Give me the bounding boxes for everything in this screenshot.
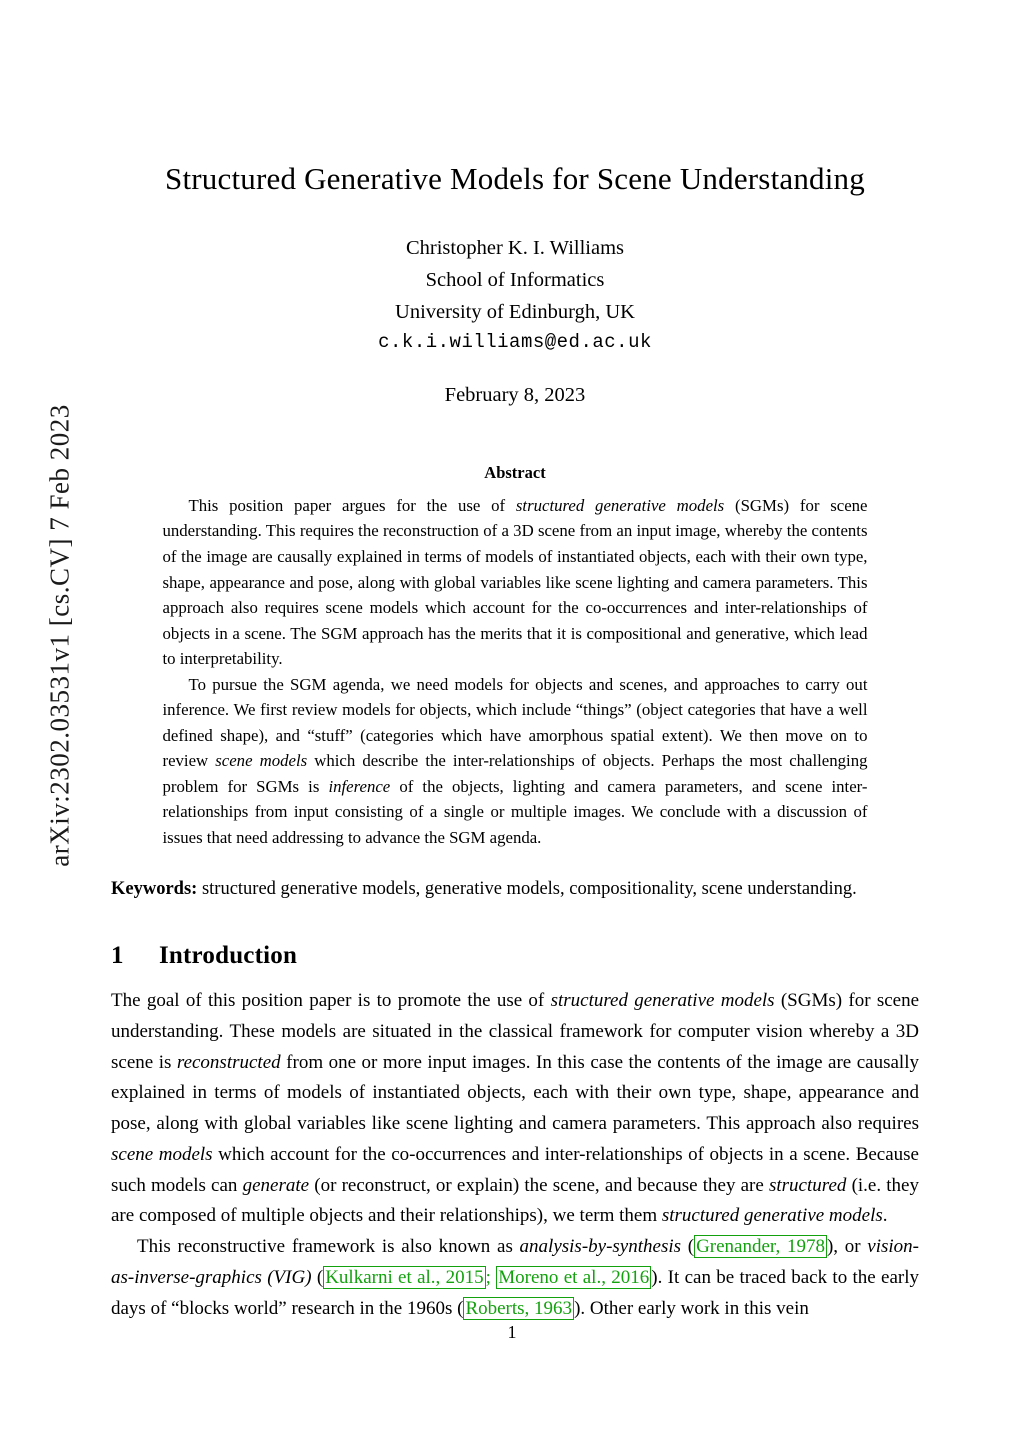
- publication-date: February 8, 2023: [444, 383, 586, 406]
- abstract-body: [163, 493, 868, 850]
- abstract-p2-part2: which describe the inter-relationships of objects. Perhaps the most challenging problem for SGMs is: [162, 751, 868, 796]
- page-title: Structured Generative Models for Scene Understanding: [165, 161, 865, 196]
- intro-p1-emph4: generate: [242, 1174, 310, 1196]
- intro-p1-emph6: structured generative models: [661, 1205, 883, 1227]
- keywords-line: [111, 876, 919, 904]
- arxiv-stamp: arXiv:2302.03531v1 [cs.CV] 7 Feb 2023: [44, 404, 75, 867]
- intro-p1-part7: .: [882, 1205, 888, 1227]
- page-number: 1: [507, 1322, 517, 1342]
- introduction-body: [111, 986, 919, 1324]
- intro-p1-emph2: reconstructed: [176, 1051, 281, 1073]
- abstract-p2-part1: To pursue the SGM agenda, we need models for objects and scenes, and approaches to carry out inference. We first review models for objects, which include “things” (object categories that have a well defined shape), and “stuff” (categories which have amorphous spatial extent). We then move on to review: [162, 674, 868, 771]
- abstract-paragraph-2: [163, 672, 868, 851]
- intro-p2-emph1: analysis-by-synthesis: [519, 1236, 682, 1258]
- affiliation-line-2: University of Edinburgh, UK: [395, 300, 635, 323]
- intro-p1-part1: The goal of this position paper is to promote the use of: [111, 990, 551, 1012]
- citation-kulkarni-2015[interactable]: Kulkarni et al., 2015: [325, 1267, 484, 1288]
- intro-p1-part4: which account for the co-occurrences and inter-relationships of objects in a scene. Because such models can: [111, 1143, 919, 1196]
- author-name: Christopher K. I. Williams: [405, 237, 624, 260]
- section-heading-introduction: [111, 942, 919, 970]
- affiliation-line-1: School of Informatics: [425, 268, 605, 291]
- intro-p2-part5: ). It can be traced back to the early days of “blocks world” research in the 1960s (: [111, 1267, 920, 1319]
- intro-p1-emph5: structured: [768, 1174, 847, 1196]
- citation-moreno-2016[interactable]: Moreno et al., 2016: [498, 1267, 650, 1288]
- intro-p2-emph2: vision-as-inverse-graphics (VIG): [111, 1236, 919, 1288]
- intro-p2-semicolon: ;: [485, 1267, 497, 1288]
- abstract-p1-part2: (SGMs) for scene understanding. This requires the reconstruction of a 3D scene from an input image, whereby the contents of the image are causally explained in terms of models of instantiated objects, each with their own type, shape, appearance and pose, along with global variables like scene lighting and camera parameters. This approach also requires scene models which account for the co-occurrences and inter-relationships of objects in a scene. The SGM approach has the merits that it is compositional and generative, which lead to interpretability.: [162, 495, 868, 669]
- intro-p1-part2: (SGMs) for scene understanding. These models are situated in the classical framework for computer vision whereby a 3D scene is: [111, 990, 920, 1073]
- paper-content: [111, 0, 919, 1325]
- citation-roberts-1963[interactable]: Roberts, 1963: [465, 1297, 573, 1319]
- abstract-paragraph-1: [163, 493, 868, 672]
- abstract-heading: Abstract: [484, 462, 546, 482]
- intro-p2-part4: (: [311, 1267, 324, 1288]
- section-number: 1: [111, 942, 124, 970]
- intro-p2-part2: (: [681, 1236, 695, 1258]
- intro-p2-part1: This reconstructive framework is also known as: [137, 1236, 520, 1258]
- intro-p1-emph3: scene models: [111, 1143, 213, 1165]
- intro-p1-emph1: structured generative models: [550, 990, 775, 1012]
- author-block: [111, 233, 919, 358]
- keywords-label: Keywords:: [111, 879, 198, 900]
- intro-p1-part6: (i.e. they are composed of multiple objects and their relationships), we term them: [111, 1174, 919, 1227]
- keywords-value: structured generative models, generative models, compositionality, scene understanding.: [197, 879, 857, 900]
- section-title: Introduction: [159, 942, 298, 970]
- intro-p2-part3: ), or: [826, 1236, 868, 1258]
- abstract-p2-emph1: scene models: [215, 751, 308, 771]
- intro-paragraph-2: [111, 1232, 919, 1324]
- intro-p2-part6: ). Other early work in this vein: [574, 1297, 809, 1319]
- author-email: c.k.i.williams@ed.ac.uk: [378, 331, 652, 354]
- abstract-p1-part1: This position paper argues for the use of: [188, 495, 516, 515]
- intro-paragraph-1: [111, 986, 919, 1232]
- citation-grenander-1978[interactable]: Grenander, 1978: [696, 1236, 825, 1258]
- abstract-p2-emph2: inference: [328, 776, 391, 796]
- intro-p1-part3: from one or more input images. In this case the contents of the image are causally explained in terms of models of instantiated objects, each with their own type, shape, appearance and pose, along with global variables like scene lighting and camera parameters. This approach also requires: [111, 1051, 919, 1135]
- intro-p1-part5: (or reconstruct, or explain) the scene, and because they are: [309, 1174, 769, 1196]
- abstract-p2-part3: of the objects, lighting and camera parameters, and scene inter-relationships from input consisting of a single or multiple images. We conclude with a discussion of issues that need addressing to advance the SGM agenda.: [162, 776, 868, 847]
- abstract-p1-emph1: structured generative models: [515, 495, 725, 515]
